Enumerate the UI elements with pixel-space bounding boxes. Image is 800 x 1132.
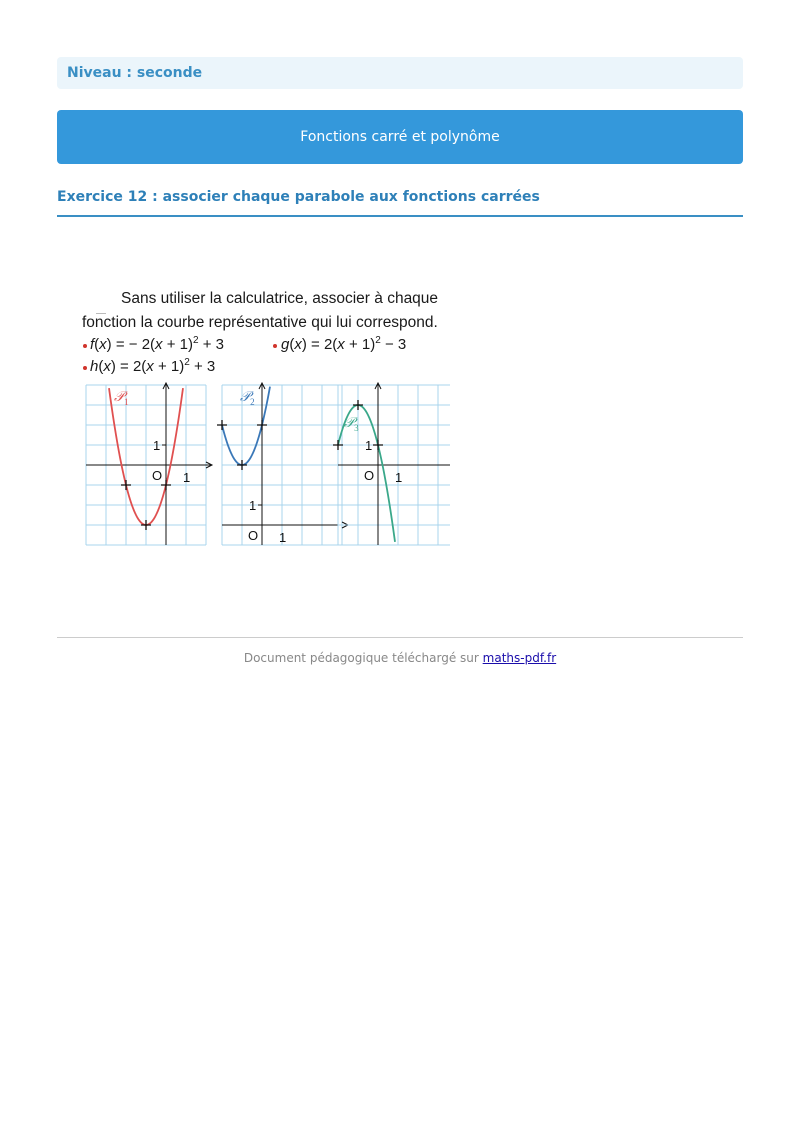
origin-label-p2: O (248, 528, 259, 543)
unit-x-label-p2: 1 (279, 530, 287, 545)
statement-line-2: fonction la courbe représentative qui lui correspond. (82, 314, 438, 331)
label-p2: 𝒫$_2$ (240, 390, 255, 407)
unit-label-p2: 1 (249, 498, 257, 513)
unit-x-label-p1: 1 (183, 470, 191, 485)
title-banner (57, 110, 743, 164)
statement-line-1: Sans utiliser la calculatrice, associer à chaque (121, 290, 439, 307)
exercise-figure (78, 285, 450, 555)
unit-label-p3: 1 (365, 438, 373, 453)
axes-p1 (86, 383, 212, 545)
graph-p1 (86, 383, 212, 545)
footer-text: Document pédagogique téléchargé sur (243, 651, 479, 665)
exercise-heading (57, 186, 743, 217)
footer-link[interactable]: maths-pdf.fr (482, 651, 557, 665)
graph-p3 (333, 383, 450, 545)
axes-p3 (338, 383, 450, 545)
function-h: $h(x) = 2(x + 1)^2 + 3$ (90, 357, 216, 375)
label-p1: 𝒫$_1$ (114, 390, 129, 407)
footer-divider (57, 637, 743, 638)
footer (57, 651, 743, 665)
origin-label-p3: O (364, 468, 375, 483)
label-p3: 𝒫$_3$ (344, 416, 359, 433)
function-g: $g(x) = 2(x + 1)^2 - 3$ (281, 335, 407, 353)
origin-label-p1: O (152, 468, 163, 483)
page-title: Fonctions carré et polynôme (300, 129, 500, 145)
unit-label-p1: 1 (153, 438, 161, 453)
level-label: Niveau : seconde (67, 65, 203, 81)
graph-p2 (217, 383, 348, 545)
exercise-title: Exercice 12 : associer chaque parabole aux fonctions carrées (57, 189, 540, 205)
level-box (57, 57, 743, 89)
function-f: f(x) = − $2(x + 1)^2 + 3$ (90, 335, 225, 353)
unit-x-label-p3: 1 (395, 470, 403, 485)
parabola-graphs (78, 285, 450, 555)
